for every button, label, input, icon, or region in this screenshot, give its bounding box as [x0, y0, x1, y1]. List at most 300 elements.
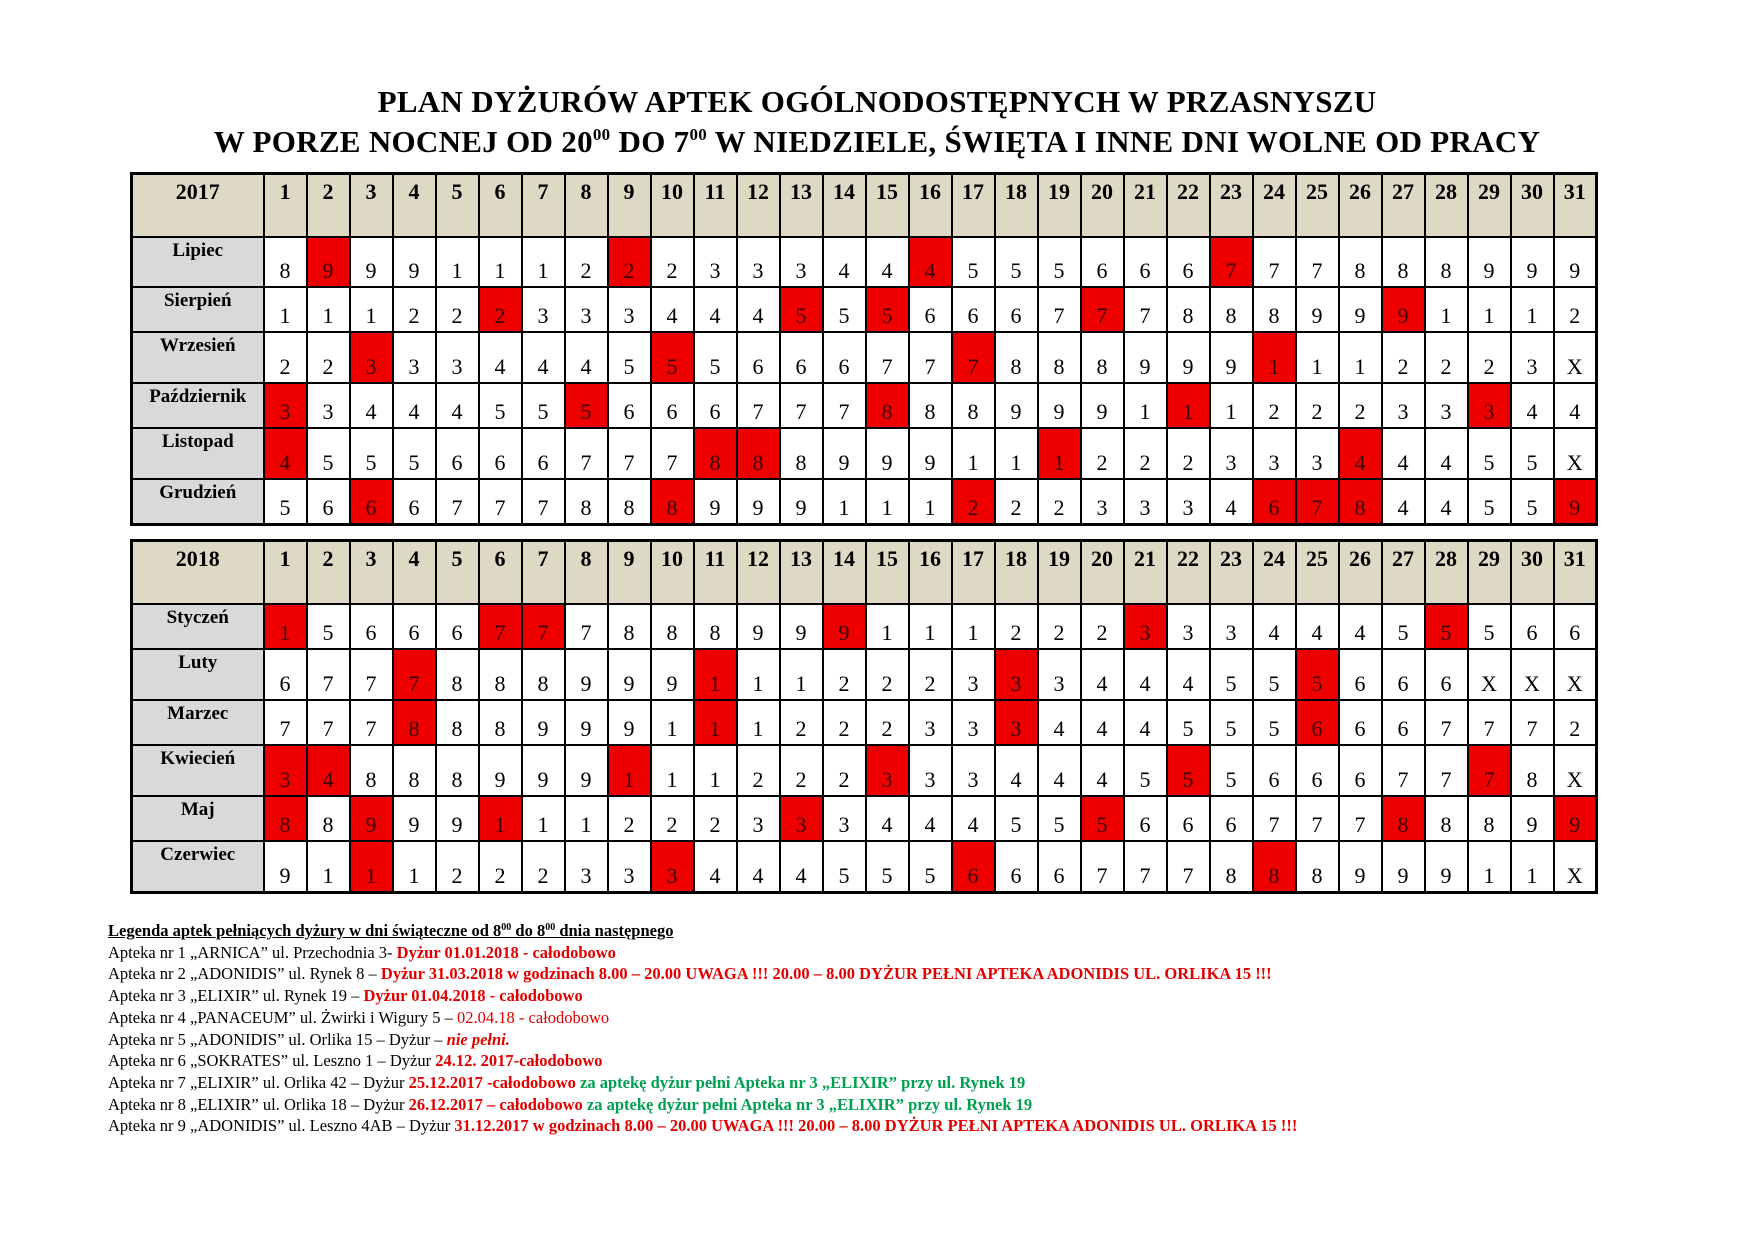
schedule-cell: 2 [264, 332, 307, 383]
schedule-cell: 3 [1167, 604, 1210, 649]
schedule-cell: 7 [1038, 287, 1081, 332]
schedule-cell: 9 [565, 745, 608, 796]
schedule-cell: 9 [1296, 287, 1339, 332]
page-title-line-2 [0, 124, 1754, 160]
schedule-cell: 8 [436, 649, 479, 700]
month-row [132, 649, 1597, 700]
day-header: 8 [565, 541, 608, 605]
schedule-cell: 6 [1167, 796, 1210, 841]
schedule-cell: 7 [1296, 237, 1339, 287]
schedule-cell: 8 [1382, 237, 1425, 287]
legend-title-part: do 8 [511, 921, 546, 940]
schedule-cell: 3 [1038, 649, 1081, 700]
schedule-cell: 6 [1081, 237, 1124, 287]
schedule-cell: 3 [1210, 604, 1253, 649]
schedule-cell: 9 [823, 428, 866, 479]
schedule-cell: 4 [1081, 745, 1124, 796]
schedule-cell: 1 [952, 428, 995, 479]
schedule-cell: 6 [264, 649, 307, 700]
schedule-cell: 3 [350, 332, 393, 383]
legend-item [108, 1029, 1668, 1051]
schedule-cell: 9 [350, 237, 393, 287]
schedule-cell: 6 [780, 332, 823, 383]
schedule-cell: 4 [909, 796, 952, 841]
schedule-cell: 1 [651, 700, 694, 745]
schedule-cell: 8 [436, 745, 479, 796]
schedule-cell: 1 [909, 479, 952, 525]
schedule-cell: X [1554, 745, 1597, 796]
schedule-cell: 2 [1339, 383, 1382, 428]
day-header: 22 [1167, 174, 1210, 238]
month-row [132, 237, 1597, 287]
schedule-cell: 6 [1124, 796, 1167, 841]
schedule-cell: 1 [307, 841, 350, 893]
schedule-cell: 3 [264, 745, 307, 796]
schedule-cell: 8 [264, 796, 307, 841]
schedule-cell: 9 [1554, 479, 1597, 525]
schedule-cell: 2 [307, 332, 350, 383]
schedule-cell: 2 [737, 745, 780, 796]
schedule-cell: 8 [1339, 237, 1382, 287]
schedule-cell: 8 [608, 479, 651, 525]
schedule-cell: 9 [909, 428, 952, 479]
schedule-cell: 8 [307, 796, 350, 841]
schedule-cell: 5 [1382, 604, 1425, 649]
schedule-cell: 4 [1253, 604, 1296, 649]
schedule-cell: 6 [1296, 745, 1339, 796]
schedule-cell: 8 [264, 237, 307, 287]
schedule-cell: 8 [651, 604, 694, 649]
schedule-cell: 7 [1210, 237, 1253, 287]
month-name: Kwiecień [132, 745, 264, 796]
day-header: 9 [608, 174, 651, 238]
schedule-cell: 2 [1382, 332, 1425, 383]
legend-item-part: za aptekę dyżur pełni Apteka nr 3 „ELIXIR” przy ul. Rynek 19 [580, 1072, 1026, 1092]
schedule-cell: 8 [694, 604, 737, 649]
schedule-cell: 3 [651, 841, 694, 893]
schedule-cell: 9 [565, 649, 608, 700]
month-name: Luty [132, 649, 264, 700]
schedule-cell: 2 [651, 796, 694, 841]
schedule-cell: 2 [1038, 604, 1081, 649]
schedule-cell: 2 [1468, 332, 1511, 383]
schedule-cell: 7 [350, 700, 393, 745]
schedule-cell: 4 [1038, 700, 1081, 745]
legend-item [108, 1072, 1668, 1094]
schedule-cell: 6 [1124, 237, 1167, 287]
schedule-cell: X [1468, 649, 1511, 700]
schedule-cell: 5 [1468, 428, 1511, 479]
schedule-cell: 8 [866, 383, 909, 428]
day-header: 7 [522, 174, 565, 238]
schedule-cell: 3 [737, 796, 780, 841]
schedule-cell: 9 [1124, 332, 1167, 383]
legend-item-part: Apteka nr 5 „ADONIDIS” ul. Orlika 15 – Dyżur – [108, 1029, 447, 1049]
schedule-cell: 7 [264, 700, 307, 745]
day-header: 15 [866, 541, 909, 605]
page-title-line-1: PLAN DYŻURÓW APTEK OGÓLNODOSTĘPNYCH W PRZASNYSZU [377, 84, 1377, 119]
day-header: 25 [1296, 174, 1339, 238]
schedule-cell: 7 [1167, 841, 1210, 893]
schedule-cell: 8 [1339, 479, 1382, 525]
day-header: 5 [436, 541, 479, 605]
schedule-cell: 8 [1382, 796, 1425, 841]
schedule-cell: 3 [1511, 332, 1554, 383]
schedule-cell: 7 [1468, 745, 1511, 796]
schedule-cell: 2 [823, 745, 866, 796]
schedule-cell: 5 [1210, 745, 1253, 796]
schedule-cell: 5 [1468, 604, 1511, 649]
schedule-cell: 4 [1081, 700, 1124, 745]
day-header: 28 [1425, 541, 1468, 605]
day-header: 29 [1468, 541, 1511, 605]
schedule-cell: 9 [694, 479, 737, 525]
schedule-cell: 8 [350, 745, 393, 796]
table-header-row [132, 174, 1597, 238]
schedule-cell: 9 [1468, 237, 1511, 287]
title-superscript: 00 [689, 125, 708, 144]
schedule-cell: 5 [1210, 649, 1253, 700]
schedule-cell: 8 [651, 479, 694, 525]
schedule-cell: 1 [264, 604, 307, 649]
legend-item-part: 26.12.2017 – całodobowo [408, 1094, 587, 1114]
schedule-cell: 7 [350, 649, 393, 700]
legend-item [108, 1007, 1668, 1029]
legend-item-part: Apteka nr 6 „SOKRATES” ul. Leszno 1 – Dyżur [108, 1051, 436, 1071]
schedule-cell: 6 [1511, 604, 1554, 649]
day-header: 18 [995, 174, 1038, 238]
schedule-cell: 6 [1167, 237, 1210, 287]
schedule-cell: 9 [823, 604, 866, 649]
schedule-cell: 1 [479, 237, 522, 287]
legend-item [108, 942, 1668, 964]
day-header: 21 [1124, 541, 1167, 605]
month-name: Marzec [132, 700, 264, 745]
schedule-cell: 5 [479, 383, 522, 428]
schedule-cell: 8 [393, 700, 436, 745]
schedule-cell: 2 [608, 796, 651, 841]
day-header: 30 [1511, 174, 1554, 238]
schedule-cell: 5 [1038, 237, 1081, 287]
schedule-cell: 1 [1468, 287, 1511, 332]
day-header: 23 [1210, 541, 1253, 605]
legend-item-part: Apteka nr 4 „PANACEUM” ul. Żwirki i Wigury 5 – [108, 1007, 458, 1027]
day-header: 31 [1554, 541, 1597, 605]
day-header: 2 [307, 541, 350, 605]
schedule-cell: 1 [522, 237, 565, 287]
day-header: 12 [737, 174, 780, 238]
schedule-cell: 4 [264, 428, 307, 479]
day-header: 15 [866, 174, 909, 238]
schedule-cell: 1 [780, 649, 823, 700]
legend-title [108, 920, 1668, 942]
schedule-cell: 5 [1468, 479, 1511, 525]
schedule-cell: 4 [1339, 428, 1382, 479]
schedule-cell: 8 [952, 383, 995, 428]
schedule-cell: 4 [1425, 428, 1468, 479]
title-text-part: W NIEDZIELE, ŚWIĘTA I INNE DNI WOLNE OD PRACY [707, 124, 1541, 159]
schedule-cell: 2 [952, 479, 995, 525]
day-header: 10 [651, 541, 694, 605]
schedule-cell: 2 [522, 841, 565, 893]
legend-item [108, 985, 1668, 1007]
day-header: 19 [1038, 541, 1081, 605]
legend-item-part: Dyżur 31.03.2018 w godzinach 8.00 – 20.00 UWAGA !!! 20.00 – 8.00 DYŻUR PEŁNI APTEKA ADONIDIS UL. ORLIKA 15 !!! [380, 964, 1272, 984]
schedule-cell: 8 [479, 649, 522, 700]
schedule-cell: 2 [866, 649, 909, 700]
month-name: Wrzesień [132, 332, 264, 383]
schedule-cell: 2 [780, 745, 823, 796]
legend-item-part: 24.12. 2017-całodobowo [435, 1051, 603, 1071]
schedule-cell: 6 [909, 287, 952, 332]
schedule-cell: 5 [264, 479, 307, 525]
day-header: 4 [393, 541, 436, 605]
schedule-cell: 5 [1167, 745, 1210, 796]
schedule-cell: 5 [307, 428, 350, 479]
schedule-cell: 8 [780, 428, 823, 479]
legend [108, 920, 1668, 1137]
schedule-cell: 7 [1296, 479, 1339, 525]
schedule-cell: 8 [1253, 841, 1296, 893]
month-row [132, 745, 1597, 796]
schedule-cell: 7 [1253, 796, 1296, 841]
legend-item-part: Apteka nr 7 „ELIXIR” ul. Orlika 42 – Dyżur [108, 1072, 409, 1092]
schedule-cell: 8 [1210, 841, 1253, 893]
schedule-cell: 9 [608, 700, 651, 745]
schedule-cell: 5 [866, 287, 909, 332]
schedule-cell: 1 [307, 287, 350, 332]
schedule-cell: 2 [823, 700, 866, 745]
schedule-cell: 1 [651, 745, 694, 796]
schedule-cell: 3 [780, 796, 823, 841]
schedule-cell: 3 [995, 649, 1038, 700]
schedule-cell: 1 [909, 604, 952, 649]
schedule-cell: 6 [1382, 700, 1425, 745]
day-header: 17 [952, 174, 995, 238]
day-header: 18 [995, 541, 1038, 605]
legend-item [108, 1115, 1668, 1137]
schedule-cell: 4 [350, 383, 393, 428]
schedule-cell: 1 [694, 649, 737, 700]
schedule-table-2018 [130, 539, 1598, 894]
schedule-cell: 9 [608, 649, 651, 700]
schedule-cell: 7 [307, 649, 350, 700]
schedule-cell: 3 [1081, 479, 1124, 525]
schedule-cell: 3 [780, 237, 823, 287]
schedule-cell: 6 [1038, 841, 1081, 893]
schedule-cell: 1 [436, 237, 479, 287]
day-header: 6 [479, 541, 522, 605]
schedule-cell: 7 [565, 428, 608, 479]
legend-items [108, 942, 1668, 1137]
schedule-cell: 6 [1554, 604, 1597, 649]
schedule-cell: 8 [1210, 287, 1253, 332]
legend-item-part: Dyżur 01.01.2018 - całodobowo [396, 942, 616, 962]
day-header: 9 [608, 541, 651, 605]
schedule-cell: 1 [694, 745, 737, 796]
month-row [132, 604, 1597, 649]
schedule-cell: 9 [1038, 383, 1081, 428]
day-header: 13 [780, 541, 823, 605]
day-header: 25 [1296, 541, 1339, 605]
schedule-cell: 1 [737, 700, 780, 745]
schedule-cell: 9 [1554, 796, 1597, 841]
schedule-cell: 9 [1081, 383, 1124, 428]
schedule-cell: 7 [1511, 700, 1554, 745]
title-text-part: W PORZE NOCNEJ OD 20 [213, 124, 593, 159]
day-header: 28 [1425, 174, 1468, 238]
schedule-cell: 3 [264, 383, 307, 428]
schedule-cell: 9 [995, 383, 1038, 428]
day-header: 27 [1382, 174, 1425, 238]
schedule-cell: 6 [608, 383, 651, 428]
schedule-cell: 9 [393, 237, 436, 287]
schedule-cell: 3 [952, 649, 995, 700]
schedule-cell: 8 [522, 649, 565, 700]
schedule-cell: 7 [737, 383, 780, 428]
schedule-cell: 4 [479, 332, 522, 383]
legend-item-part: Dyżur 01.04.2018 - całodobowo [363, 986, 583, 1006]
schedule-cell: 6 [350, 604, 393, 649]
day-header: 11 [694, 541, 737, 605]
schedule-cell: 2 [1167, 428, 1210, 479]
day-header: 11 [694, 174, 737, 238]
legend-item-part: nie pełni. [446, 1029, 510, 1049]
schedule-cell: 1 [1425, 287, 1468, 332]
schedule-cell: 9 [522, 700, 565, 745]
day-header: 20 [1081, 541, 1124, 605]
schedule-cell: 7 [1339, 796, 1382, 841]
schedule-cell: 5 [823, 287, 866, 332]
schedule-cell: 5 [694, 332, 737, 383]
schedule-cell: 4 [1124, 700, 1167, 745]
schedule-cell: 2 [1554, 287, 1597, 332]
schedule-cell: 3 [952, 745, 995, 796]
schedule-cell: 1 [393, 841, 436, 893]
schedule-cell: 1 [694, 700, 737, 745]
schedule-cell: 8 [1511, 745, 1554, 796]
schedule-cell: 9 [1511, 237, 1554, 287]
month-row [132, 428, 1597, 479]
day-header: 27 [1382, 541, 1425, 605]
day-header: 23 [1210, 174, 1253, 238]
schedule-cell: 6 [436, 604, 479, 649]
schedule-cell: 2 [1081, 604, 1124, 649]
schedule-cell: 4 [737, 841, 780, 893]
schedule-cell: 8 [479, 700, 522, 745]
schedule-cell: 2 [436, 841, 479, 893]
schedule-cell: 5 [866, 841, 909, 893]
schedule-cell: 9 [1210, 332, 1253, 383]
schedule-cell: 5 [952, 237, 995, 287]
schedule-cell: 4 [522, 332, 565, 383]
schedule-cell: 7 [393, 649, 436, 700]
month-name: Październik [132, 383, 264, 428]
schedule-cell: 6 [1339, 700, 1382, 745]
legend-item-part: 02.04.18 - całodobowo [457, 1007, 610, 1027]
legend-item [108, 963, 1668, 985]
schedule-cell: 6 [350, 479, 393, 525]
schedule-cell: 5 [307, 604, 350, 649]
day-header: 21 [1124, 174, 1167, 238]
schedule-cell: 8 [1425, 796, 1468, 841]
day-header: 12 [737, 541, 780, 605]
schedule-cell: 1 [1167, 383, 1210, 428]
schedule-cell: 6 [436, 428, 479, 479]
schedule-cell: 9 [737, 604, 780, 649]
schedule-cell: 9 [1554, 237, 1597, 287]
schedule-cell: 8 [694, 428, 737, 479]
schedule-cell: 2 [393, 287, 436, 332]
schedule-cell: 1 [1511, 287, 1554, 332]
schedule-cell: 6 [995, 841, 1038, 893]
day-header: 5 [436, 174, 479, 238]
schedule-cell: 6 [479, 428, 522, 479]
schedule-cell: 7 [823, 383, 866, 428]
schedule-cell: 4 [307, 745, 350, 796]
schedule-cell: 7 [1468, 700, 1511, 745]
day-header: 13 [780, 174, 823, 238]
schedule-cell: 2 [565, 237, 608, 287]
day-header: 31 [1554, 174, 1597, 238]
schedule-cell: X [1554, 649, 1597, 700]
day-header: 29 [1468, 174, 1511, 238]
month-name: Lipiec [132, 237, 264, 287]
schedule-cell: 8 [393, 745, 436, 796]
legend-item [108, 1094, 1668, 1116]
legend-title-superscript: 00 [501, 922, 512, 933]
schedule-cell: 2 [1038, 479, 1081, 525]
schedule-cell: 8 [1296, 841, 1339, 893]
schedule-cell: 1 [264, 287, 307, 332]
schedule-cell: 9 [1382, 841, 1425, 893]
schedule-cell: 8 [608, 604, 651, 649]
day-header: 24 [1253, 174, 1296, 238]
legend-item [108, 1050, 1668, 1072]
schedule-cell: 4 [1038, 745, 1081, 796]
legend-item-part: Apteka nr 9 „ADONIDIS” ul. Leszno 4AB – Dyżur [108, 1116, 455, 1136]
schedule-cell: 3 [1296, 428, 1339, 479]
month-row [132, 841, 1597, 893]
schedule-table-2017 [130, 172, 1598, 526]
schedule-cell: 3 [1253, 428, 1296, 479]
schedule-cell: 8 [1081, 332, 1124, 383]
schedule-cell: 4 [995, 745, 1038, 796]
schedule-cell: 2 [780, 700, 823, 745]
month-row [132, 287, 1597, 332]
table-header-row [132, 541, 1597, 605]
schedule-cell: 4 [866, 796, 909, 841]
legend-item-part: 25.12.2017 -całodobowo [408, 1072, 580, 1092]
schedule-cell: 5 [393, 428, 436, 479]
schedule-cell: 3 [952, 700, 995, 745]
schedule-cell: 7 [522, 604, 565, 649]
day-header: 14 [823, 174, 866, 238]
schedule-cell: 5 [350, 428, 393, 479]
schedule-cell: 1 [1210, 383, 1253, 428]
schedule-cell: 6 [1210, 796, 1253, 841]
schedule-cell: 5 [1038, 796, 1081, 841]
schedule-cell: 8 [1425, 237, 1468, 287]
legend-item-part: Apteka nr 3 „ELIXIR” ul. Rynek 19 – [108, 986, 364, 1006]
legend-title-part: Legenda aptek pełniących dyżury w dni świąteczne od 8 [108, 921, 502, 940]
schedule-cell: 6 [1253, 745, 1296, 796]
schedule-cell: 7 [1425, 745, 1468, 796]
schedule-cell: 9 [436, 796, 479, 841]
schedule-cell: X [1511, 649, 1554, 700]
schedule-cell: 1 [565, 796, 608, 841]
legend-item-part: 31.12.2017 w godzinach 8.00 – 20.00 UWAGA !!! 20.00 – 8.00 DYŻUR PEŁNI APTEKA ADONIDIS UL. ORLIKA 15 !!! [454, 1116, 1298, 1136]
